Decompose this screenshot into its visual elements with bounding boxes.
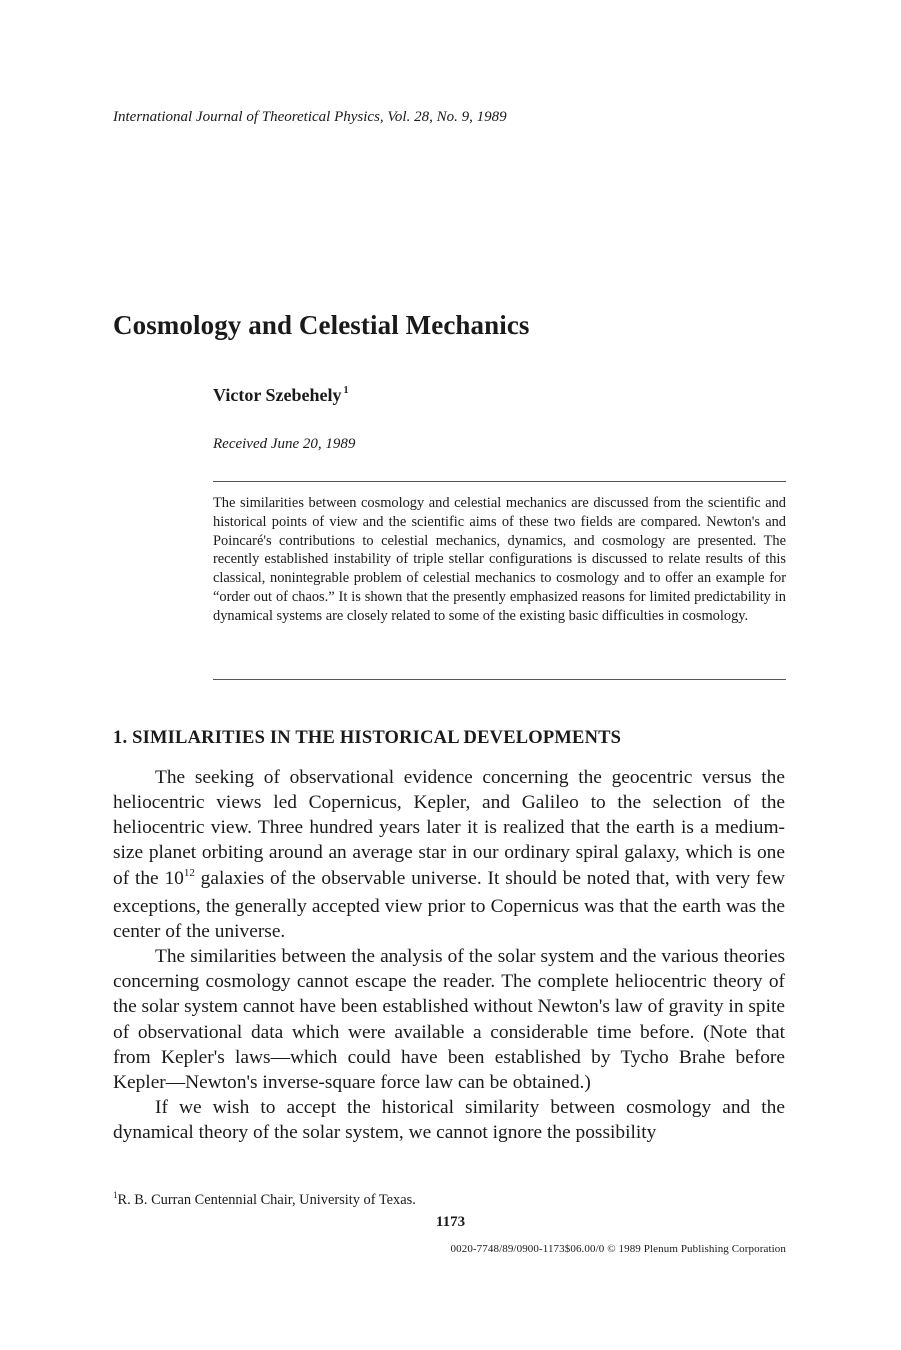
paragraph-1-part-a: The seeking of observational evidence concerning the geocentric versus the heliocentric views led Copernicus, Kepler, and Galileo to the selection of the heliocentric view. Three hundred years later it is realized that the earth is a medium-size planet orbiting around an average star in our ordinary spiral galaxy, which is one of the 10	[113, 767, 785, 889]
exponent: 12	[183, 866, 195, 879]
received-date: Received June 20, 1989	[213, 436, 356, 452]
abstract-top-rule	[213, 481, 786, 482]
section-heading: 1. SIMILARITIES IN THE HISTORICAL DEVELOPMENTS	[113, 728, 622, 748]
body-paragraph-1	[113, 765, 785, 944]
footnote	[113, 1192, 416, 1209]
paragraph-1-part-b: galaxies of the observable universe. It should be noted that, with very few exceptions, the generally accepted view prior to Copernicus was that the earth was the center of the universe.	[113, 867, 786, 942]
copyright-line: 0020-7748/89/0900-1173$06.00/0 © 1989 Plenum Publishing Corporation	[450, 1243, 786, 1255]
journal-citation: International Journal of Theoretical Physics, Vol. 28, No. 9, 1989	[113, 109, 507, 125]
footnote-mark: 1	[113, 1190, 118, 1200]
abstract: The similarities between cosmology and celestial mechanics are discussed from the scientific and historical points of view and the scientific aims of these two fields are compared. Newton's and Poincaré's contributions to celestial mechanics, dynamics, and cosmology are presented. The recently established instability of triple stellar configurations is discussed to relate results of this classical, nonintegrable problem of celestial mechanics to cosmology and to offer an example for “order out of chaos.” It is shown that the presently emphasized reasons for limited predictability in dynamical systems are closely related to some of the existing basic difficulties in cosmology.	[213, 495, 786, 624]
abstract-bottom-rule	[213, 679, 786, 680]
page-number: 1173	[435, 1214, 466, 1230]
author-footnote-mark: 1	[343, 385, 349, 396]
body-paragraph-3: If we wish to accept the historical similarity between cosmology and the dynamical theory of the solar system, we cannot ignore the possibility	[113, 1097, 785, 1144]
footnote-text: R. B. Curran Centennial Chair, University of Texas.	[117, 1192, 416, 1208]
body-paragraph-2: The similarities between the analysis of the solar system and the various theories concerning cosmology cannot escape the reader. The complete heliocentric theory of the solar system cannot have been established without Newton's law of gravity in spite of observational data which were available a considerable time before. (Note that from Kepler's laws—which could have been established by Tycho Brahe before Kepler—Newton's inverse-square force law can be obtained.)	[113, 946, 785, 1093]
article-title: Cosmology and Celestial Mechanics	[113, 310, 530, 340]
body-text	[113, 765, 785, 1145]
author-name-text: Victor Szebehely	[213, 385, 342, 405]
author-name	[213, 385, 348, 406]
